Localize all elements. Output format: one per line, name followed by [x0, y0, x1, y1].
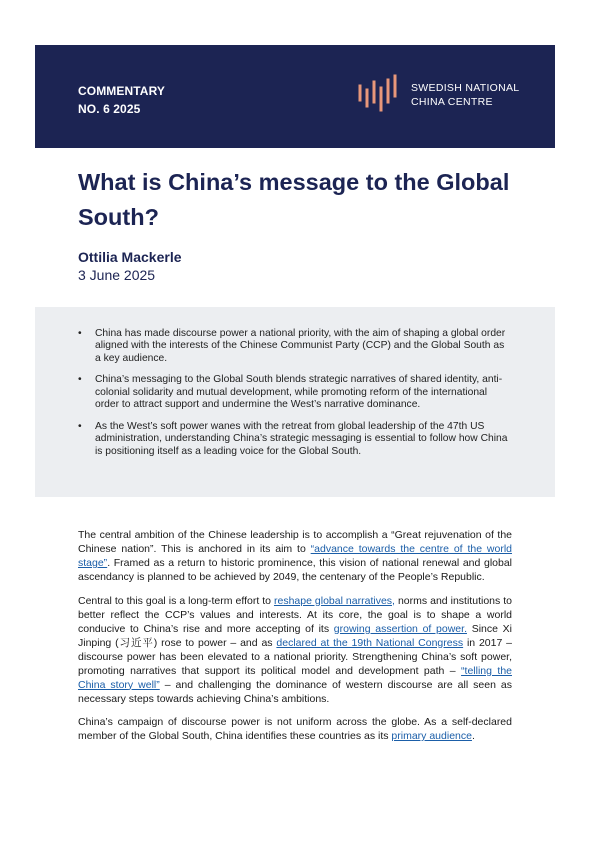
author-name: Ottilia Mackerle: [78, 249, 182, 265]
text-run: in 2017 – discourse power has been elevated to a national priority. Strengthening China’s soft power, promoting narratives that support its political model and development path –: [78, 636, 512, 677]
link-reshape-narratives[interactable]: reshape global narratives,: [273, 594, 395, 607]
text-run: .: [471, 730, 475, 742]
key-point: [78, 374, 510, 411]
key-points-list: [78, 328, 510, 467]
text-run: The central ambition of the Chinese leadership is to accomplish a “Great rejuvenation of the Chinese nation”. This is anchored in its aim to: [78, 529, 512, 555]
bullet-icon: •: [78, 374, 82, 386]
logo-wordmark: [411, 81, 519, 109]
report-label: COMMENTARY: [78, 84, 165, 98]
key-point-text: China’s messaging to the Global South blends strategic narratives of shared identity, anti-colonial solidarity and mutual development, while promoting reform of the international order to attract support and undermine the West’s narrative dominance.: [95, 374, 503, 411]
link-19th-congress[interactable]: declared at the 19th National Congress: [276, 636, 464, 649]
page-title: What is China’s message to the Global South?: [78, 169, 510, 230]
report-type: [78, 82, 165, 118]
article-body: [78, 528, 512, 753]
link-world-stage[interactable]: “advance towards the centre of the world stage”: [78, 543, 512, 569]
snc-logo-icon: [357, 72, 403, 118]
paragraph-3: [78, 715, 512, 743]
key-point-text: China has made discourse power a national priority, with the aim of shaping a global order aligned with the interests of the Chinese Communist Party (CCP) and the Global South as a key audience.: [95, 328, 506, 364]
logo-line1: SWEDISH NATIONAL: [411, 82, 520, 94]
link-primary-audience[interactable]: primary audience: [391, 730, 472, 742]
bullet-icon: •: [78, 328, 82, 339]
paragraph-1: [78, 528, 512, 584]
key-point: [78, 420, 510, 458]
publication-date: 3 June 2025: [78, 267, 156, 283]
text-run: China’s campaign of discourse power is not uniform across the globe. As a self-declared member of the Global South, China identifies these countries as its: [78, 716, 512, 742]
text-run: – and challenging the dominance of western discourse are all seen as necessary steps towards achieving China’s ambitions.: [78, 678, 512, 705]
report-header: [35, 45, 555, 148]
report-number: NO. 6 2025: [78, 102, 141, 116]
key-point-text: As the West’s soft power wanes with the retreat from global leadership of the 47th US administration, understanding China’s strategic messaging is essential to follow how China is positioning itself as a leading voice for the Global South.: [95, 420, 508, 457]
text-run: Since Xi Jinping (习近平) rose to power – and as: [78, 622, 512, 649]
link-china-story[interactable]: “telling the China story well”: [78, 664, 512, 691]
bullet-icon: •: [78, 420, 82, 432]
key-point: [78, 328, 510, 365]
text-run: Central to this goal is a long-term effort to: [78, 594, 274, 607]
link-assertion-of-power[interactable]: growing assertion of power.: [333, 622, 467, 635]
text-run: . Framed as a return to historic prominence, this vision of national renewal and global ascendancy is planned to be achieved by 2049, the centenary of the People’s Republic.: [78, 557, 512, 583]
paragraph-2: [78, 594, 512, 706]
text-run: norms and institutions to better reflect the CCP’s values and interests. At its core, the goal is to shape a world conducive to China’s rise and more accepting of its: [78, 594, 512, 635]
key-points-box: [35, 307, 555, 497]
logo-line2: CHINA CENTRE: [411, 96, 493, 108]
